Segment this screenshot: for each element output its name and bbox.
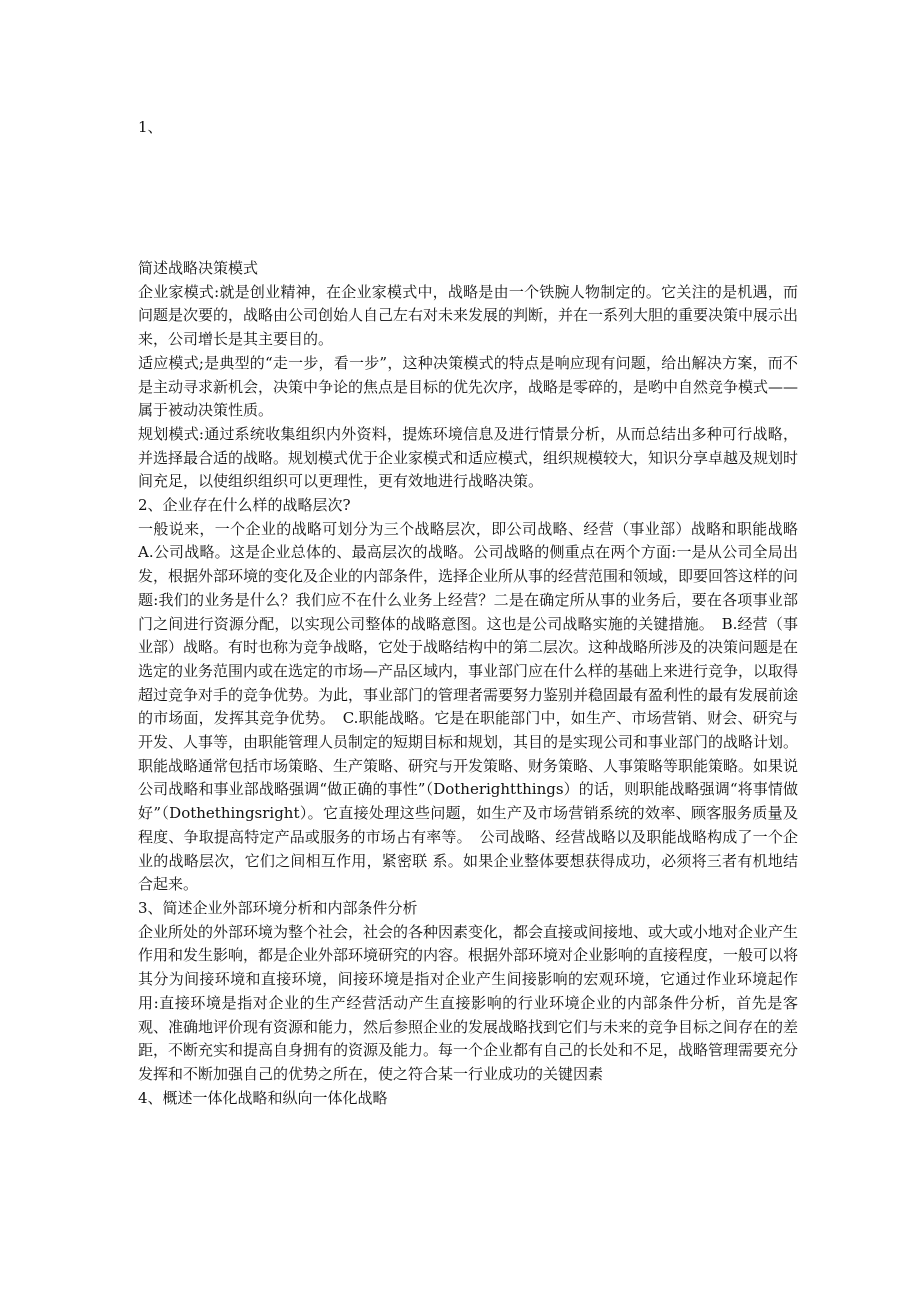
paragraph: 企业所处的外部环境为整个社会，社会的各种因素变化，都会直接或间接地、或大或小地对企业产生作用和发生影响，都是企业外部环境研究的内容。根据外部环境对企业影响的直接程度，一般可以将其分为间接环境和直接环境，间接环境是指对企业产生间接影响的宏观环境，它通过作业环境起作用:直接环境是指对企业的生产经营活动产生直接影响的行业环境企业的内部条件分析，首先是客观、准确地评价现有资源和能力，然后参照企业的发展战略找到它们与未来的竞争目标之间存在的差距，不断充实和提高自身拥有的资源及能力。每一个企业都有自己的长处和不足，战略管理需要充分发挥和不断加强自己的优势之所在，使之符合某一行业成功的关键因素 (138, 922, 799, 1083)
paragraph: 适应模式;是典型的“走一步，看一步”，这种决策模式的特点是响应现有问题，给出解决方案，而不是主动寻求新机会，决策中争论的焦点是目标的优先次序，战略是零碎的，是哟中自然竞争模式——属于被动决策性质。 (138, 353, 799, 420)
section-title: 简述战略决策模式 (138, 259, 259, 277)
section-title: 3、简述企业外部环境分析和内部条件分析 (138, 898, 418, 917)
paragraph: 一般说来，一个企业的战略可划分为三个战略层次，即公司战略、经营（事业部）战略和职能战略 A.公司战略。这是企业总体的、最高层次的战略。公司战略的侧重点在两个方面:一是从公司全局出发，根据外部环境的变化及企业的内部条件，选择企业所从事的经营范围和领域，即要回答这样的问题:我们的业务是什么？我们应不在什么业务上经营？二是在确定所从事的业务后，要在各项事业部门之间进行资源分配，以实现公司整体的战略意图。这也是公司战略实施的关键措施。 B.经营（事业部）战略。有时也称为竞争战略，它处于战略结构中的第二层次。这种战略所涉及的决策问题是在选定的业务范围内或在选定的市场—产品区域内，事业部门应在什么样的基础上来进行竞争，以取得超过竞争对手的竞争优势。为此，事业部门的管理者需要努力鉴别并稳固最有盈利性的最有发展前途的市场面，发挥其竞争优势。 C.职能战略。它是在职能部门中，如生产、市场营销、财会、研究与开发、人事等，由职能管理人员制定的短期目标和规划，其目的是实现公司和事业部门的战略计划。职能战略通常包括市场策略、生产策略、研究与开发策略、财务策略、人事策略等职能策略。如果说公司战略和事业部战略强调“做正确的事性”（Dotherightthings）的话，则职能战略强调“将事情做好”（Dothethingsright）。它直接处理这些问题，如生产及市场营销系统的效率、顾客服务质量及程度、争取提高特定产品或服务的市场占有率等。 公司战略、经营战略以及职能战略构成了一个企业的战略层次，它们之间相互作用，紧密联 系。如果企业整体要想获得成功，必须将三者有机地结合起来。 (138, 519, 814, 894)
paragraph: 企业家模式:就是创业精神，在企业家模式中，战略是由一个铁腕人物制定的。它关注的是机遇，而问题是次要的，战略由公司创始人自己左右对未来发展的判断，并在一系列大胆的重要决策中展示出来，公司增长是其主要目的。 (138, 282, 799, 349)
section-title: 2、企业存在什么样的战略层次? (138, 496, 351, 515)
paragraph: 规划模式:通过系统收集组织内外资料，提炼环境信息及进行情景分析，从而总结出多种可行战略，并选择最合适的战略。规划模式优于企业家模式和适应模式，组织规模较大，知识分享卓越及规划时间充足，以使组织组织可以更理性，更有效地进行战略决策。 (138, 424, 799, 491)
section-number-heading: 1、 (138, 118, 163, 136)
section-title: 4、概述一体化战略和纵向一体化战略 (138, 1088, 388, 1107)
document-body (138, 257, 814, 1110)
